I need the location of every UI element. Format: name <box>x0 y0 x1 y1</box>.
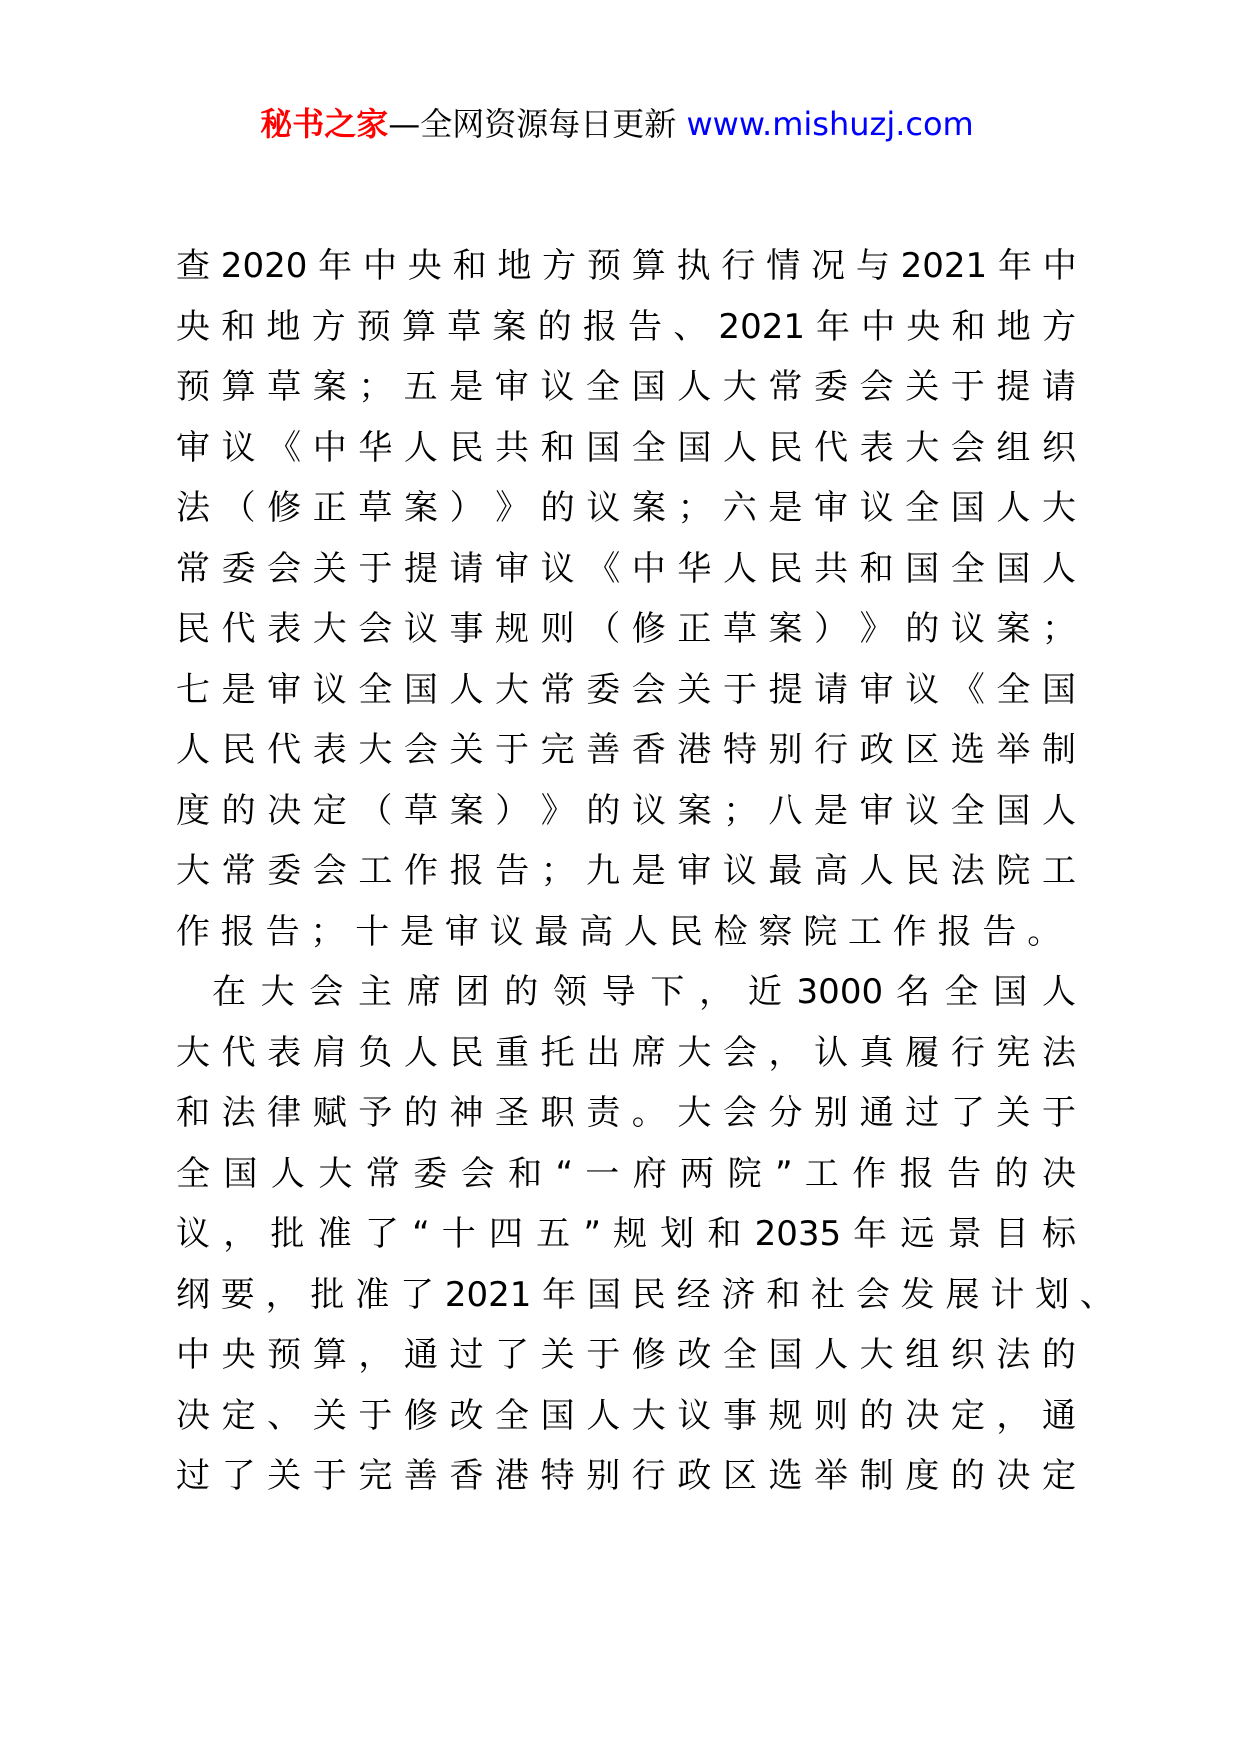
text-line: 七 是 审 议 全 国 人 大 常 委 会 关 于 提 请 审 议 《 全 国 <box>176 669 1076 710</box>
text-line-paragraph-start: 在 大 会 主 席 团 的 领 导 下 ， 近 3000 名 全 国 人 <box>176 972 1076 1012</box>
text-line: 过 了 关 于 完 善 香 港 特 别 行 政 区 选 举 制 度 的 决 定 <box>176 1456 1076 1496</box>
text-line: 议 ， 批 准 了 “ 十 四 五 ” 规 划 和 2035 年 远 景 目 标 <box>176 1214 1076 1254</box>
text-line: 民 代 表 大 会 议 事 规 则 （ 修 正 草 案 ） 》 的 议 案 ； <box>176 609 1076 649</box>
text-line: 度 的 决 定 （ 草 案 ） 》 的 议 案 ； 八 是 审 议 全 国 人 <box>176 790 1076 831</box>
text-line: 预 算 草 案 ； 五 是 审 议 全 国 人 大 常 委 会 关 于 提 请 <box>176 367 1076 407</box>
text-line: 大 常 委 会 工 作 报 告 ； 九 是 审 议 最 高 人 民 法 院 工 <box>176 851 1076 891</box>
site-brand: 秘书之家 <box>260 105 389 143</box>
text-line: 审 议 《 中 华 人 民 共 和 国 全 国 人 民 代 表 大 会 组 织 <box>176 427 1076 468</box>
page-header <box>0 100 1234 148</box>
text-line: 常 委 会 关 于 提 请 审 议 《 中 华 人 民 共 和 国 全 国 人 <box>176 548 1076 589</box>
text-line: 和 法 律 赋 予 的 神 圣 职 责 。 大 会 分 别 通 过 了 关 于 <box>176 1093 1076 1133</box>
text-line: 人 民 代 表 大 会 关 于 完 善 香 港 特 别 行 政 区 选 举 制 <box>176 730 1076 770</box>
text-line: 中 央 预 算 ， 通 过 了 关 于 修 改 全 国 人 大 组 织 法 的 <box>176 1335 1076 1375</box>
text-line: 大 代 表 肩 负 人 民 重 托 出 席 大 会 ， 认 真 履 行 宪 法 <box>176 1032 1076 1073</box>
document-body <box>176 236 1114 1507</box>
text-line: 纲 要 ， 批 准 了 2021 年 国 民 经 济 和 社 会 发 展 计 划 、 <box>176 1274 1114 1315</box>
text-line: 法 （ 修 正 草 案 ） 》 的 议 案 ； 六 是 审 议 全 国 人 大 <box>176 488 1076 528</box>
text-line: 决 定 、 关 于 修 改 全 国 人 大 议 事 规 则 的 决 定 ， 通 <box>176 1395 1076 1436</box>
site-tagline: —全网资源每日更新 <box>388 105 677 143</box>
text-line: 全 国 人 大 常 委 会 和 “ 一 府 两 院 ” 工 作 报 告 的 决 <box>176 1153 1076 1194</box>
text-line: 央 和 地 方 预 算 草 案 的 报 告 、 2021 年 中 央 和 地 方 <box>176 306 1076 347</box>
text-line: 查 2020 年 中 央 和 地 方 预 算 执 行 情 况 与 2021 年 中 <box>176 246 1077 286</box>
text-line-paragraph-end: 作报告；十是审议最高人民检察院工作报告。 <box>176 911 1072 952</box>
site-url-link[interactable]: www.mishuzj.com <box>686 105 974 143</box>
